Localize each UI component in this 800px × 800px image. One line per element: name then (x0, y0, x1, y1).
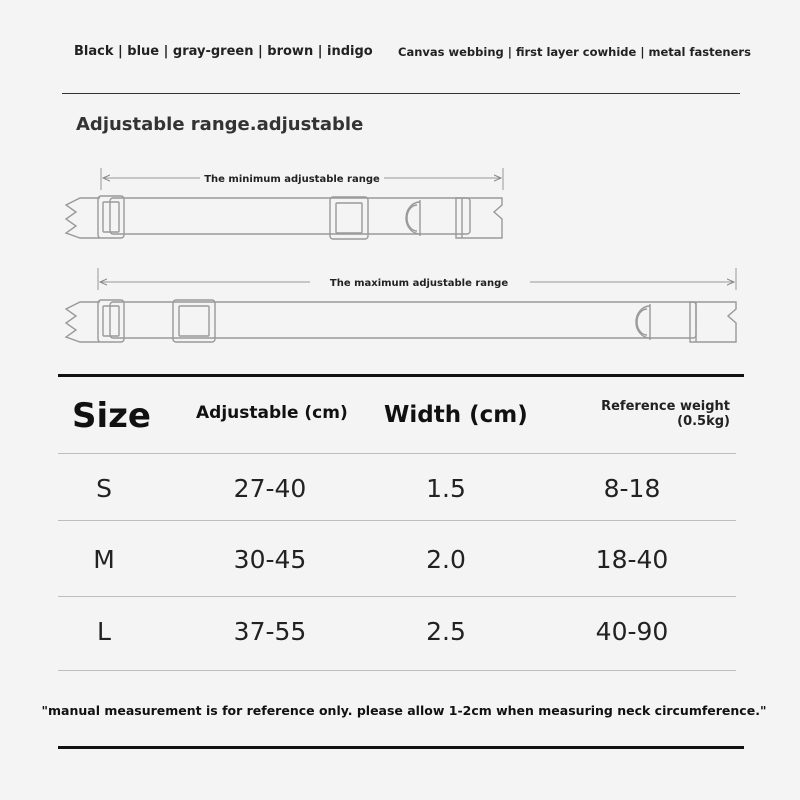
table-cell-adjustable: 27-40 (233, 474, 307, 503)
table-cell-width: 1.5 (426, 474, 466, 503)
table-cell-adjustable: 30-45 (233, 545, 307, 574)
row-divider (58, 670, 736, 671)
table-cell-width: 2.5 (426, 617, 466, 646)
materials-text: Canvas webbing | first layer cowhide | metal fasteners (398, 45, 751, 59)
collar-long (66, 300, 736, 342)
collar-diagram (0, 0, 800, 360)
adjustable-range-title: Adjustable range.adjustable (76, 114, 364, 135)
table-cell-weight: 18-40 (595, 545, 669, 574)
header-weight-line2: (0.5kg) (677, 414, 730, 429)
row-divider (58, 520, 736, 521)
table-cell-width: 2.0 (426, 545, 466, 574)
header-size: Size (72, 396, 151, 436)
min-range-dimension (101, 168, 503, 190)
max-range-dimension (98, 268, 736, 290)
table-cell-size: L (97, 617, 111, 646)
color-options-text: Black | blue | gray-green | brown | indigo (74, 44, 373, 59)
table-bottom-rule (58, 746, 744, 749)
header-width: Width (cm) (384, 402, 528, 428)
measurement-footnote: "manual measurement is for reference only. please allow 1-2cm when measuring neck circumference." (41, 703, 767, 718)
row-divider (58, 596, 736, 597)
header-weight-line1: Reference weight (601, 399, 730, 414)
table-cell-adjustable: 37-55 (233, 617, 307, 646)
table-cell-weight: 40-90 (595, 617, 669, 646)
table-cell-size: M (93, 545, 115, 574)
header-reference-weight (560, 399, 730, 429)
max-range-label: The maximum adjustable range (329, 278, 509, 289)
row-divider (58, 453, 736, 454)
min-range-label: The minimum adjustable range (204, 174, 380, 185)
table-cell-size: S (96, 474, 112, 503)
table-top-rule (58, 374, 744, 377)
collar-short (66, 196, 502, 239)
table-cell-weight: 8-18 (603, 474, 661, 503)
header-adjustable: Adjustable (cm) (196, 403, 348, 423)
